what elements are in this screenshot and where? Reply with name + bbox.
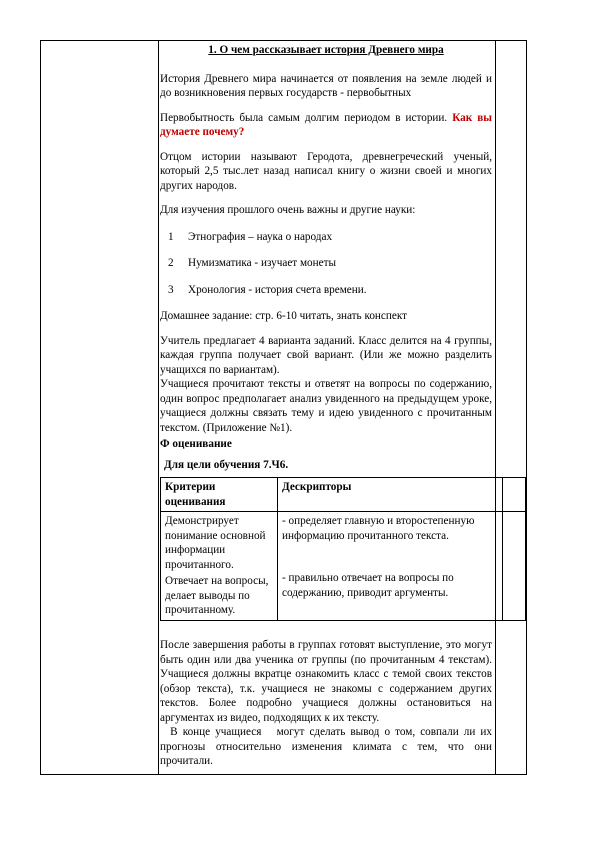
header-descriptors: Дескрипторы (278, 478, 503, 512)
list-number: 3 (168, 283, 174, 296)
list-text: Нумизматика - изучает монеты (188, 257, 336, 269)
list-item (160, 256, 492, 271)
list-text: Хронология - история счета времени. (188, 283, 367, 296)
task-reading: Учащиеся прочитают тексты и ответят на вопросы по содержанию, один вопрос предполагает анализ увиденного на предыдущем уроке, учащиеся должны связать тему и идею увиденного с прочитанным текстом. (Приложение №1). (160, 378, 492, 434)
question-highlight: Как вы думаете почему? (160, 111, 492, 138)
homework: Домашнее задание: стр. 6-10 читать, знать конспект (160, 310, 407, 322)
after-table-content (160, 638, 495, 769)
empty-cell (503, 512, 526, 621)
list-text: Этнография – наука о народах (188, 230, 333, 243)
list-item (160, 230, 492, 245)
list-number: 1 (168, 230, 174, 243)
task-groups: Учитель предлагает 4 варианта заданий. Класс делится на 4 группы, каждая группа получает свой вариант. (Или же можно разделить учащихся по вариантам). (160, 334, 492, 376)
table-row (161, 478, 526, 512)
table-row (161, 512, 526, 621)
paragraph-intro: История Древнего мира начинается от появления на земле людей и до возникновения первых государств - первобытных (160, 72, 492, 99)
criteria-table (160, 477, 526, 621)
list-item (160, 283, 492, 298)
empty-cell (503, 478, 526, 512)
column-divider-right (495, 41, 496, 774)
paragraph-sciences: Для изучения прошлого очень важны и другие науки: (160, 204, 416, 216)
section-title: 1. О чем рассказывает история Древнего мира (208, 44, 444, 56)
sciences-list (160, 230, 492, 298)
criteria-cell (161, 512, 278, 621)
paragraph-herodotus: Отцом истории называют Геродота, древнегреческий ученый, который 2,5 тыс.лет назад написал книгу о жизни своей и многих других народов. (160, 150, 492, 192)
descriptor-text: - определяет главную и второстепенную информацию прочитанного текста. (282, 515, 475, 542)
paragraph-primitive-text: Первобытность была самым долгим периодом в истории. (160, 111, 453, 124)
column-divider-left (158, 41, 159, 774)
descriptor-cell (278, 512, 503, 621)
assessment-label: Ф оценивание (160, 438, 232, 450)
header-criteria: Критерии оценивания (161, 478, 278, 512)
criteria-text: Отвечает на вопросы, делает выводы по прочитанному. (165, 575, 269, 616)
list-number: 2 (168, 257, 174, 269)
learning-goal: Для цели обучения 7.Ч6. (164, 458, 289, 471)
descriptor-text: - правильно отвечает на вопросы по содержанию, приводит аргументы. (282, 572, 454, 599)
paragraph-conclusion: В конце учащиеся могут сделать вывод о том, совпали ли их прогнозы относительно изменения климата с тем, что они прочитали. (160, 726, 495, 767)
paragraph-primitive (160, 111, 492, 140)
lesson-table (40, 40, 527, 775)
paragraph-presentation: После завершения работы в группах готовят выступление, это могут быть один или два ученика от группы (по прочитанным 4 текстам). Учащиеся должны вкратце ознакомить класс с темой своих текстов (обзор текста), т.к. учащиеся не знакомы с содержанием других текстов. Более подробно учащиеся должны остановиться на аргументах из видео, подходящих к их тексту. (160, 639, 492, 724)
criteria-text: Демонстрирует понимание основной информации прочитанного. (165, 515, 266, 571)
lesson-content (160, 43, 492, 472)
